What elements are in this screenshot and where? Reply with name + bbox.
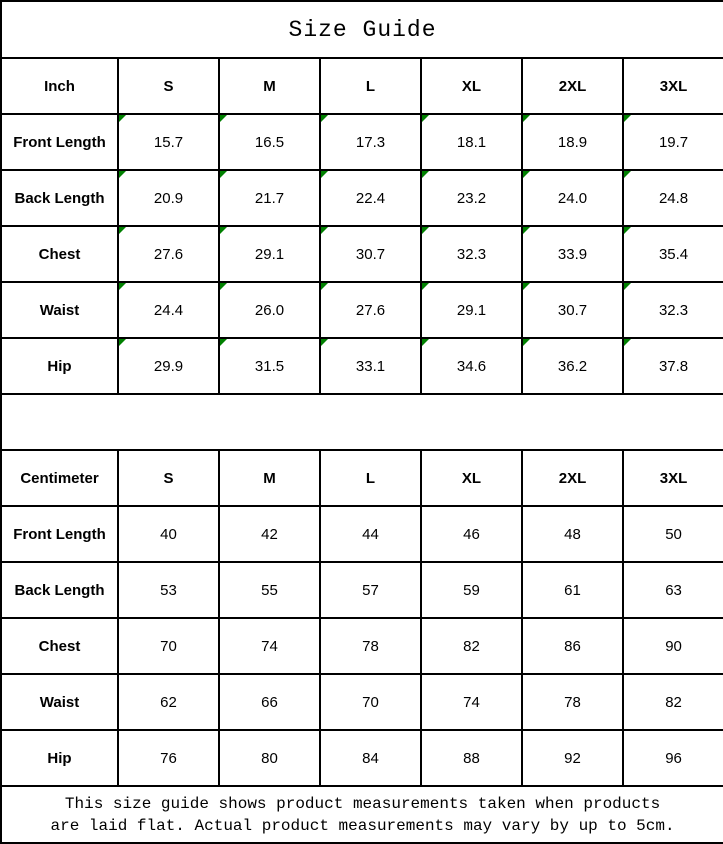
value-cell: 96 [623, 730, 723, 786]
spacer-band [1, 394, 723, 450]
value-cell: 61 [522, 562, 623, 618]
footer-row [1, 786, 723, 843]
value-cell: 80 [219, 730, 320, 786]
cm-row-waist [1, 674, 723, 730]
green-corner-flag-icon [422, 171, 429, 178]
green-corner-flag-icon [624, 339, 631, 346]
size-value: 21.7 [254, 189, 285, 207]
green-corner-flag-icon [119, 115, 126, 122]
value-cell: 62 [118, 674, 219, 730]
size-value: 32.3 [658, 301, 689, 319]
value-cell: 70 [118, 618, 219, 674]
inch-row-front-length [1, 114, 723, 170]
green-corner-flag-icon [624, 227, 631, 234]
value-cell [118, 170, 219, 226]
inch-header-row [1, 58, 723, 114]
green-corner-flag-icon [422, 339, 429, 346]
size-value: 35.4 [658, 245, 689, 263]
inch-row-hip [1, 338, 723, 394]
value-cell [623, 282, 723, 338]
size-value: 32.3 [456, 245, 487, 263]
spacer-row [1, 394, 723, 450]
value-cell [522, 338, 623, 394]
value-cell [219, 114, 320, 170]
size-header-s: S [118, 450, 219, 506]
green-corner-flag-icon [220, 227, 227, 234]
green-corner-flag-icon [624, 283, 631, 290]
value-cell [623, 226, 723, 282]
size-value: 29.1 [456, 301, 487, 319]
size-header-3xl: 3XL [623, 450, 723, 506]
size-header-s: S [118, 58, 219, 114]
size-header-l: L [320, 450, 421, 506]
value-cell: 90 [623, 618, 723, 674]
value-cell: 82 [421, 618, 522, 674]
cm-row-hip [1, 730, 723, 786]
size-value: 15.7 [153, 133, 184, 151]
value-cell: 74 [219, 618, 320, 674]
green-corner-flag-icon [422, 283, 429, 290]
value-cell [623, 338, 723, 394]
size-value: 36.2 [557, 357, 588, 375]
size-value: 27.6 [153, 245, 184, 263]
green-corner-flag-icon [321, 115, 328, 122]
size-value: 19.7 [658, 133, 689, 151]
row-label: Front Length [1, 114, 118, 170]
size-value: 18.1 [456, 133, 487, 151]
cm-row-front-length [1, 506, 723, 562]
inch-unit-header: Inch [1, 58, 118, 114]
value-cell: 44 [320, 506, 421, 562]
row-label: Chest [1, 226, 118, 282]
green-corner-flag-icon [321, 283, 328, 290]
size-value: 34.6 [456, 357, 487, 375]
row-label: Back Length [1, 562, 118, 618]
size-value: 37.8 [658, 357, 689, 375]
value-cell [522, 282, 623, 338]
green-corner-flag-icon [220, 115, 227, 122]
value-cell [320, 338, 421, 394]
row-label: Hip [1, 338, 118, 394]
green-corner-flag-icon [523, 171, 530, 178]
green-corner-flag-icon [119, 283, 126, 290]
value-cell [219, 226, 320, 282]
size-value: 33.1 [355, 357, 386, 375]
value-cell: 84 [320, 730, 421, 786]
size-value: 31.5 [254, 357, 285, 375]
value-cell [320, 114, 421, 170]
row-label: Front Length [1, 506, 118, 562]
size-value: 16.5 [254, 133, 285, 151]
row-label: Hip [1, 730, 118, 786]
value-cell: 57 [320, 562, 421, 618]
cm-row-chest [1, 618, 723, 674]
cm-row-back-length [1, 562, 723, 618]
green-corner-flag-icon [119, 171, 126, 178]
size-value: 24.0 [557, 189, 588, 207]
value-cell: 50 [623, 506, 723, 562]
value-cell: 63 [623, 562, 723, 618]
value-cell [421, 282, 522, 338]
size-header-m: M [219, 450, 320, 506]
green-corner-flag-icon [422, 227, 429, 234]
green-corner-flag-icon [220, 339, 227, 346]
size-value: 23.2 [456, 189, 487, 207]
value-cell [219, 338, 320, 394]
footer-line-1: This size guide shows product measurements taken when products [64, 794, 661, 813]
size-header-xl: XL [421, 450, 522, 506]
value-cell [522, 170, 623, 226]
value-cell: 40 [118, 506, 219, 562]
value-cell [421, 338, 522, 394]
value-cell [522, 226, 623, 282]
value-cell [421, 170, 522, 226]
value-cell [320, 282, 421, 338]
value-cell: 86 [522, 618, 623, 674]
value-cell: 66 [219, 674, 320, 730]
value-cell [623, 114, 723, 170]
size-header-m: M [219, 58, 320, 114]
value-cell: 88 [421, 730, 522, 786]
value-cell: 82 [623, 674, 723, 730]
green-corner-flag-icon [119, 227, 126, 234]
green-corner-flag-icon [119, 339, 126, 346]
value-cell: 46 [421, 506, 522, 562]
value-cell [118, 114, 219, 170]
size-value: 26.0 [254, 301, 285, 319]
value-cell [320, 226, 421, 282]
value-cell: 53 [118, 562, 219, 618]
size-value: 27.6 [355, 301, 386, 319]
green-corner-flag-icon [422, 115, 429, 122]
size-value: 24.8 [658, 189, 689, 207]
size-value: 18.9 [557, 133, 588, 151]
size-header-3xl: 3XL [623, 58, 723, 114]
value-cell [118, 338, 219, 394]
green-corner-flag-icon [624, 115, 631, 122]
inch-row-back-length [1, 170, 723, 226]
size-header-2xl: 2XL [522, 450, 623, 506]
value-cell [219, 170, 320, 226]
green-corner-flag-icon [220, 171, 227, 178]
size-value: 22.4 [355, 189, 386, 207]
value-cell: 92 [522, 730, 623, 786]
row-label: Back Length [1, 170, 118, 226]
size-value: 30.7 [557, 301, 588, 319]
value-cell: 74 [421, 674, 522, 730]
value-cell: 55 [219, 562, 320, 618]
value-cell [118, 282, 219, 338]
size-value: 20.9 [153, 189, 184, 207]
value-cell: 78 [522, 674, 623, 730]
size-value: 24.4 [153, 301, 184, 319]
value-cell: 78 [320, 618, 421, 674]
cm-header-row [1, 450, 723, 506]
cm-unit-header: Centimeter [1, 450, 118, 506]
size-value: 17.3 [355, 133, 386, 151]
size-value: 30.7 [355, 245, 386, 263]
footer-line-2: are laid flat. Actual product measurements may vary by up to 5cm. [50, 816, 675, 835]
value-cell [219, 282, 320, 338]
title-row [1, 1, 723, 58]
value-cell: 59 [421, 562, 522, 618]
green-corner-flag-icon [523, 339, 530, 346]
green-corner-flag-icon [321, 339, 328, 346]
value-cell [421, 226, 522, 282]
green-corner-flag-icon [523, 227, 530, 234]
value-cell: 70 [320, 674, 421, 730]
value-cell [118, 226, 219, 282]
footer-note [1, 786, 723, 843]
size-value: 29.1 [254, 245, 285, 263]
green-corner-flag-icon [220, 283, 227, 290]
value-cell [623, 170, 723, 226]
row-label: Waist [1, 674, 118, 730]
green-corner-flag-icon [523, 283, 530, 290]
row-label: Waist [1, 282, 118, 338]
size-value: 33.9 [557, 245, 588, 263]
size-value: 29.9 [153, 357, 184, 375]
value-cell: 48 [522, 506, 623, 562]
green-corner-flag-icon [321, 171, 328, 178]
value-cell [522, 114, 623, 170]
page-title: Size Guide [1, 1, 723, 58]
size-header-2xl: 2XL [522, 58, 623, 114]
green-corner-flag-icon [523, 115, 530, 122]
value-cell: 76 [118, 730, 219, 786]
inch-row-chest [1, 226, 723, 282]
size-header-l: L [320, 58, 421, 114]
value-cell [421, 114, 522, 170]
green-corner-flag-icon [624, 171, 631, 178]
size-header-xl: XL [421, 58, 522, 114]
value-cell [320, 170, 421, 226]
inch-row-waist [1, 282, 723, 338]
row-label: Chest [1, 618, 118, 674]
value-cell: 42 [219, 506, 320, 562]
green-corner-flag-icon [321, 227, 328, 234]
